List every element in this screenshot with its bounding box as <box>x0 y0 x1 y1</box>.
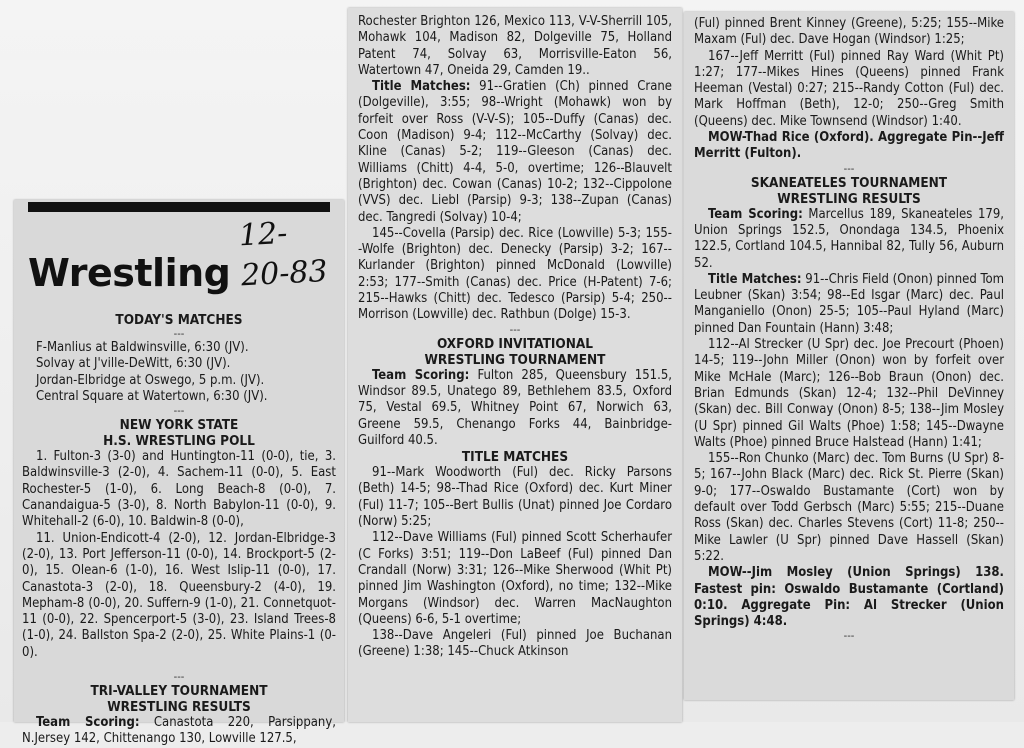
paragraph-text: Jordan-Elbridge at Oswego, 5 p.m. (JV). <box>36 372 265 388</box>
paragraph-text: Solvay at J'ville-DeWitt, 6:30 (JV). <box>36 356 231 372</box>
paragraph-text: 138--Dave Angeleri (Ful) pinned Joe Buchanan (Greene) 1:38; 145--Chuck Atkinson <box>358 628 672 660</box>
section-heading: WRESTLING RESULTS <box>107 699 251 716</box>
paragraph-lead: Team Scoring: <box>708 206 803 222</box>
paragraph-text: 155--Ron Chunko (Marc) dec. Tom Burns (U Spr) 8-5; 167--John Black (Marc) dec. Rick St. Pierre (Skan) 9-0; 177--Oswaldo Bustamante (Cort) won by default over Todd Gerbsch (Marc) 5:55; 215--Duane Ross (Skan) dec. Charles Stevens (Cort) 11-8; 250--Mike Lawler (U Spr) pinned Dave Hassell (Skan) 5:22. <box>694 451 1004 564</box>
paragraph-text: (Ful) pinned Brent Kinney (Greene), 5:25; 155--Mike Maxam (Ful) dec. Dave Hogan (Windsor) 1:25; <box>694 16 1004 48</box>
masthead-rule <box>28 202 330 212</box>
column-3 <box>684 12 1014 700</box>
paragraph-text: Rochester Brighton 126, Mexico 113, V-V-Sherrill 105, Mohawk 104, Madison 82, Dolgeville 75, Holland Patent 74, Solvay 63, Morrisville-Eaton 56, Watertown 47, Oneida 29, Camden 19.. <box>358 14 672 78</box>
paragraph-text: 145--Covella (Parsip) dec. Rice (Lowville) 5-3; 155--Wolfe (Brighton) dec. Denecky (Parsip) 3-2; 167--Kurlander (Brighton) pinned McDonald (Lowville) 2:53; 177--Smith (Canas) dec. Price (H-Patent) 7-6; 215--Hawks (Chitt) dec. Tedesco (Parsip) 5-4; 250--Morrison (Lowville) dec. Rathbun (Dolge) 15-3. <box>358 225 672 323</box>
section-heading: H.S. WRESTLING POLL <box>103 433 255 450</box>
paragraph <box>694 272 1004 337</box>
paragraph-text: 1. Fulton-3 (3-0) and Huntington-11 (0-0), tie, 3. Baldwinsville-3 (2-0), 4. Sachem-11 (0-0), 5. East Rochester-5 (1-0), 6. Long Beach-8 (0-0), 7. Canandaigua-5 (3-0), 8. North Babylon-11 (0-0), 9. Whitehall-2 (6-0), 10. Baldwin-8 (0-0), <box>22 449 336 530</box>
paragraph <box>358 368 672 449</box>
paragraph <box>694 451 1004 565</box>
paragraph-text: Central Square at Watertown, 6:30 (JV). <box>36 388 268 404</box>
paragraph <box>358 14 672 79</box>
masthead-title: Wrestling <box>28 251 231 295</box>
paragraph-text: 11. Union-Endicott-4 (2-0), 12. Jordan-Elbridge-3 (2-0), 13. Port Jefferson-11 (0-0), 14. Brockport-5 (2-0), 15. Olean-6 (1-0), 16. West Islip-11 (0-0), 17. Canastota-3 (2-0), 18. Queensbury-2 (4-0), 19. Mepham-8 (0-0), 20. Suffern-9 (1-0), 21. Connetquot-11 (0-0), 22. Spencerport-5 (3-0), 23. Island Trees-8 (1-0), 24. Ballston Spa-2 (2-0), 25. White Plains-1 (0-0). <box>22 530 336 660</box>
skaneateles-text <box>694 207 1004 631</box>
todays-matches <box>22 340 336 405</box>
divider: --- <box>843 629 855 643</box>
paragraph-text: Fulton 285, Queensbury 151.5, Windsor 89.5, Unatego 89, Bethlehem 83.5, Oxford 75, Vestal 69.5, Whitney Point 67, Norwich 63, Greene 59.5, Chenango Forks 44, Bainbridge-Guilford 40.5. <box>358 367 672 448</box>
divider: --- <box>509 322 521 336</box>
tri-valley-continued <box>358 14 672 324</box>
section-heading: TRI-VALLEY TOURNAMENT <box>90 683 268 700</box>
section-heading: WRESTLING RESULTS <box>777 190 921 207</box>
oxford-continued <box>694 16 1004 163</box>
section-heading: TITLE MATCHES <box>461 449 569 466</box>
paragraph <box>22 715 336 748</box>
divider: --- <box>173 327 185 340</box>
paragraph <box>694 130 1004 163</box>
paragraph <box>694 16 1004 49</box>
paragraph-text: 167--Jeff Merritt (Ful) pinned Ray Ward (Whit Pt) 1:27; 177--Mikes Hines (Queens) pinned Frank Heeman (Vestal) 0:27; 215--Randy Cotton (Ful) dec. Mark Hoffman (Beth), 12-0; 250--Greg Smith (Queens) dec. Mike Townsend (Windsor) 1:40. <box>694 48 1004 129</box>
section-heading: TODAY'S MATCHES <box>115 312 243 328</box>
paragraph <box>358 79 672 226</box>
divider: --- <box>173 670 185 684</box>
paragraph-text: F-Manlius at Baldwinsville, 6:30 (JV). <box>36 340 249 355</box>
paragraph <box>22 356 336 372</box>
paragraph-text: 112--Dave Williams (Ful) pinned Scott Scherhaufer (C Forks) 3:51; 119--Don LaBeef (Ful) pinned Dan Crandall (Norw) 3:31; 126--Mike Sherwood (Whit Pt) pinned Jim Washington (Oxford), no time; 132--Mike Morgans (Windsor) dec. Warren MacNaughton (Queens) 6-6, 5-1 overtime; <box>358 530 672 627</box>
tri-valley-text <box>22 715 336 748</box>
paragraph <box>22 373 336 389</box>
column-1 <box>14 200 344 747</box>
paragraph-lead: Team Scoring: <box>36 715 140 731</box>
paragraph-lead: MOW-Thad Rice (Oxford). Aggregate Pin--Jeff Merritt (Fulton). <box>694 130 1004 162</box>
paragraph <box>22 449 336 530</box>
section-heading: SKANEATELES TOURNAMENT <box>750 174 948 191</box>
paragraph-lead: Team Scoring: <box>372 367 470 383</box>
paragraph-text: 112--Al Strecker (U Spr) dec. Joe Precourt (Phoen) 14-5; 119--John Miller (Onon) won by forfeit over Mike McHale (Marc); 126--Bob Braun (Onon) dec. Brian Edmunds (Skan) 12-4; 132--Phil DeVinney (Skan) dec. Bill Conway (Onon) 8-5; 138--Jim Mosley (U Spr) pinned Gil Walts (Phoe) 1:58; 145--Dwayne Walts (Phoe) pinned Bruce Halstead (Hann) 1:41; <box>694 337 1004 450</box>
paragraph-lead: MOW--Jim Mosley (Union Springs) 138. Fastest pin: Oswaldo Bustamante (Cortland) 0:10. Aggregate Pin: Al Strecker (Union Springs) 4:48. <box>694 565 1004 630</box>
divider: --- <box>173 404 185 418</box>
section-heading: OXFORD INVITATIONAL <box>436 335 594 352</box>
paragraph-text: 91--Chris Field (Onon) pinned Tom Leubner (Skan) 3:54; 98--Ed Isgar (Marc) dec. Paul Manganiello (Onon) 25-5; 105--Paul Hyland (Marc) pinned Dan Fountain (Hann) 3:48; <box>694 271 1004 336</box>
masthead <box>22 212 336 294</box>
paragraph-text: 91--Gratien (Ch) pinned Crane (Dolgeville), 3:55; 98--Wright (Mohawk) won by forfeit over Ross (V-V-S); 105--Duffy (Canas) dec. Coon (Madison) 9-4; 112--McCarthy (Solvay) dec. Kline (Canas) 5-2; 119--Gleeson (Canas) dec. Williams (Chitt) 4-4, 5-0, overtime; 126--Blauvelt (Brighton) dec. Cowan (Canas) 10-2; 132--Cippolone (VVS) dec. Liebl (Parsip) 9-3; 138--Zupan (Canas) dec. Tangredi (Solvay) 10-4; <box>358 79 673 225</box>
paragraph <box>358 530 672 628</box>
paragraph <box>358 465 672 530</box>
divider: --- <box>843 161 855 175</box>
paragraph <box>694 337 1004 451</box>
section-heading: WRESTLING TOURNAMENT <box>424 351 606 368</box>
paragraph <box>22 389 336 405</box>
paragraph-text: 91--Mark Woodworth (Ful) dec. Ricky Parsons (Beth) 14-5; 98--Thad Rice (Oxford) dec. Kurt Miner (Ful) 11-7; 105--Bert Bullis (Unat) pinned Joe Cordaro (Norw) 5:25; <box>358 465 672 530</box>
paragraph <box>694 207 1004 272</box>
paragraph <box>22 531 336 661</box>
paragraph <box>22 340 336 356</box>
paragraph <box>358 226 672 324</box>
paragraph-lead: Title Matches: <box>708 271 802 287</box>
paragraph-lead: Title Matches: <box>372 79 471 95</box>
handwritten-date: 12-20-83 <box>238 215 329 294</box>
oxford-title-matches <box>358 465 672 661</box>
column-2 <box>348 8 682 722</box>
paragraph <box>694 565 1004 630</box>
paragraph-text: Canastota 220, Parsippany, N.Jersey 142, Chittenango 130, Lowville 127.5, <box>22 715 336 747</box>
paragraph <box>358 628 672 661</box>
section-heading: NEW YORK STATE <box>119 417 239 434</box>
paragraph <box>694 49 1004 130</box>
paragraph-text: Marcellus 189, Skaneateles 179, Union Springs 152.5, Onondaga 134.5, Phoenix 122.5, Cortland 104.5, Hannibal 82, Tully 56, Auburn 52. <box>694 206 1004 271</box>
oxford-scoring <box>358 368 672 449</box>
poll-text <box>22 449 336 661</box>
